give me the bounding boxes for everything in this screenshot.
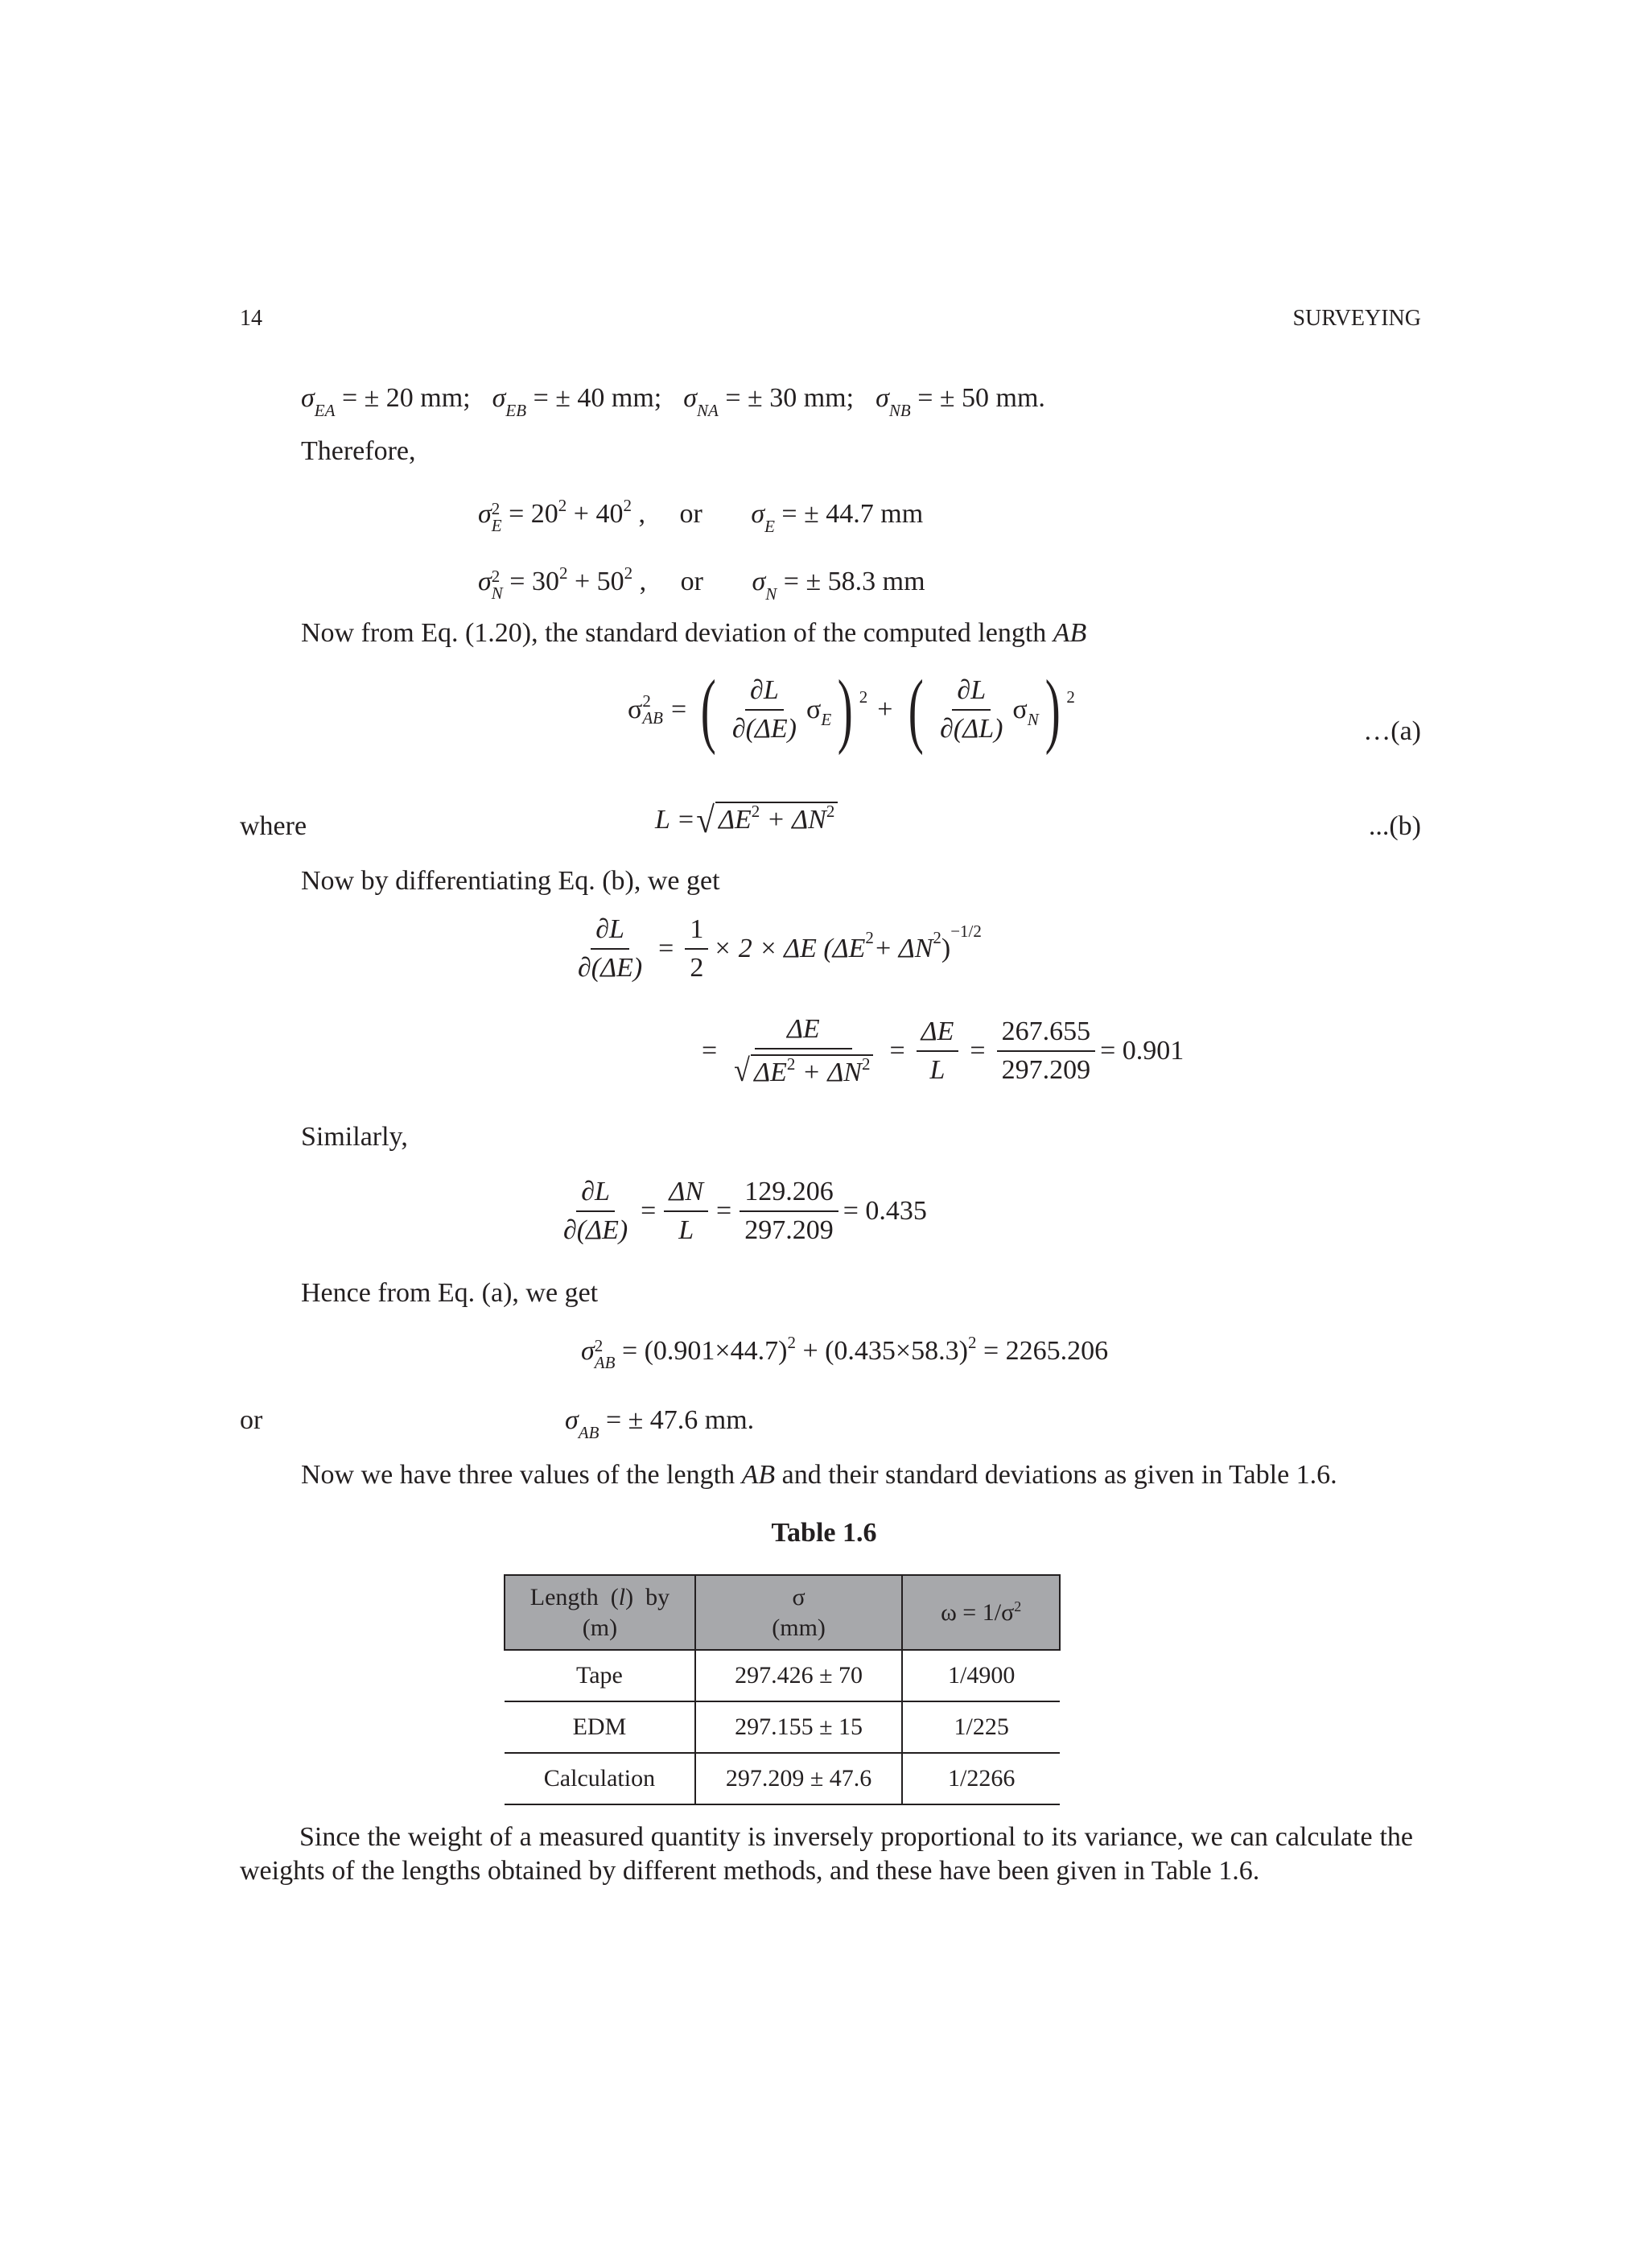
table-cell: Calculation [505, 1753, 695, 1804]
diff2-den3: 297.209 [1001, 1055, 1091, 1085]
final-sq-plus: + (0.435×58.3) [795, 1335, 968, 1366]
equation-a: σ 2 AB = ( $\frac{\partial L}{\partial(\Delta E)}$ σ E ) 2 + ( $\frac{\partial L}{\partial(\Delta L)}$ σ N ) 2 [628, 663, 1075, 756]
sigma-n-sub: N [491, 583, 503, 603]
table-row [505, 1753, 1060, 1804]
sigma-nb-sub: NB [888, 401, 911, 420]
sigma-e-result: = ± 44.7 mm [774, 498, 924, 529]
diff-half-den: 2 [690, 953, 704, 983]
sigma-n-result-sub: N [765, 583, 777, 604]
three-values-ab: AB [741, 1460, 776, 1490]
hence-text: Hence from Eq. (a), we get [301, 1278, 599, 1308]
table-cell: 297.426 ± 70 [695, 1650, 902, 1701]
final-rhs: = ± 47.6 mm. [599, 1405, 755, 1435]
sim-num1: ∂L [576, 1178, 615, 1212]
sigma-n-rhs: = 30 [502, 566, 559, 596]
differentiation-equation-2: = ΔE √ $\Delta E^2 + \Delta N^2$ = $\frac{\Delta E}{L}$ = $\frac{267.655}{297.209}$ = 0.901 [702, 1014, 1184, 1088]
similarly-label: Similarly, [301, 1122, 408, 1152]
closing-paragraph: Since the weight of a measured quantity is inversely proportional to its variance, we can calculate the weights of the lengths obtained by different methods, and these have been given in Table 1.6. [240, 1822, 1413, 1886]
table-cell: 297.155 ± 15 [695, 1701, 902, 1753]
sigma-e-sub: E [491, 516, 502, 535]
three-values-end: and their standard deviations as given in Table 1.6. [775, 1460, 1337, 1490]
three-values-text [301, 1462, 1337, 1489]
sigma-ea-sub: EA [314, 401, 336, 420]
equation-sigma-e: σ 2 E = $20^2 + 40^2$ , or $\sigma_E$ = ± 44.7 mm [478, 495, 924, 536]
diff2-num3: 267.655 [997, 1018, 1096, 1052]
sigma-nb-value: = ± 50 mm. [910, 383, 1045, 413]
differentiation-equation: $\frac{\partial L}{\partial(\Delta E)}$ = $\frac{1}{2}$ × 2 × ΔE (ΔE 2 + ΔN 2 ) −1/2 [568, 916, 982, 982]
sigma-e-plus: + 40 [566, 498, 624, 529]
sigma-n-comma: , [632, 566, 647, 596]
given-values [301, 383, 1045, 420]
page-number: 14 [240, 306, 262, 331]
sigma-n-result: = ± 58.3 mm [777, 566, 925, 596]
similarly-equation: $\frac{\partial L}{\partial(\Delta E)}$ = $\frac{\Delta N}{L}$ = $\frac{129.206}{297.209}$ = 0.435 [554, 1178, 927, 1244]
eq-b-lhs: L = [655, 805, 695, 835]
now-from-eq-body: Now from Eq. (1.20), the standard deviation of the computed length [301, 618, 1053, 648]
final-sq-rhs: = (0.901×44.7) [615, 1335, 788, 1366]
sim-result: = 0.435 [843, 1196, 927, 1226]
table-row [505, 1701, 1060, 1753]
eq-a-den2: ∂(ΔL) [940, 714, 1003, 744]
eq-a-num1: ∂L [745, 677, 784, 711]
three-values-body: Now we have three values of the length [301, 1460, 742, 1490]
eq-a-lhs-sub: AB [642, 708, 663, 728]
or-label: or [240, 1405, 263, 1435]
sigma-eb: σ [492, 383, 506, 413]
diff2-den1b: + ΔN [795, 1058, 862, 1087]
sigma-e-result-sub: E [764, 516, 775, 536]
eq-a-den1: ∂(ΔE) [731, 714, 797, 744]
eq-a-num2: ∂L [952, 677, 991, 711]
diff2-num1: ΔE [755, 1016, 852, 1049]
sim-num3: 129.206 [740, 1178, 838, 1212]
sim-den1: ∂(ΔE) [563, 1215, 628, 1245]
diff2-den2: L [929, 1055, 946, 1085]
diff-rest2: + ΔN [873, 934, 933, 963]
sigma-ea: σ [301, 383, 315, 413]
sigma-n-plus: + 50 [567, 566, 624, 596]
table-row [505, 1650, 1060, 1701]
diff2-num2: ΔE [917, 1018, 959, 1052]
diff-half-num: 1 [685, 916, 708, 950]
diff-rest: × 2 × ΔE (ΔE [713, 934, 866, 963]
header-omega: $\omega = 1/\sigma^2$ [902, 1575, 1060, 1650]
data-table [504, 1574, 1061, 1805]
table-cell: 1/2266 [902, 1753, 1060, 1804]
eq-a-sig2-sub: N [1027, 709, 1039, 729]
where-label: where [240, 811, 307, 841]
eq-a-label: …(a) [1363, 716, 1421, 746]
equation-b: L = √ $\Delta E^2 + \Delta N^2$ [655, 802, 838, 839]
sigma-nb: σ [876, 383, 889, 413]
table-caption: Table 1.6 [771, 1518, 877, 1548]
diff-exponent: −1/2 [950, 921, 982, 941]
eq-a-sig1-sub: E [821, 709, 832, 729]
sigma-e-or: or [679, 498, 702, 529]
diff-rest3: ) [941, 934, 951, 963]
eq-b-label: ...(b) [1368, 811, 1421, 841]
sigma-n-or: or [680, 566, 703, 596]
differentiating-text: Now by differentiating Eq. (b), we get [301, 866, 720, 896]
now-from-eq-ab: AB [1053, 618, 1087, 648]
final-sub: AB [578, 1423, 599, 1442]
sigma-eb-sub: EB [505, 401, 527, 420]
now-from-eq-text [301, 620, 1086, 647]
diff2-den1a: ΔE [754, 1058, 787, 1087]
final-result-equation: $\sigma_{AB}$ = ± 47.6 mm. [565, 1405, 755, 1442]
running-title: SURVEYING [1292, 306, 1421, 331]
diff2-result: = 0.901 [1100, 1036, 1184, 1066]
eq-b-body2: + ΔN [760, 805, 826, 835]
table-cell: EDM [505, 1701, 695, 1753]
sigma-e-comma: , [631, 498, 645, 529]
diff-num: ∂L [591, 916, 629, 950]
therefore-label: Therefore, [301, 436, 416, 466]
equation-sigma-n: σ 2 N = $30^2 + 50^2$ , or $\sigma_N$ = ± 58.3 mm [478, 563, 925, 604]
sigma-e-rhs: = 20 [501, 498, 558, 529]
table-header-row [505, 1575, 1060, 1650]
sigma-ea-value: = ± 20 mm; [335, 383, 471, 413]
sigma-na-value: = ± 30 mm; [718, 383, 855, 413]
final-squared-equation: σ 2 AB = $(0.901\times 44.7)^2 + (0.435\times 58.3)^2 = 2265.206$ [581, 1332, 1109, 1372]
table-cell: 1/225 [902, 1701, 1060, 1753]
sigma-eb-value: = ± 40 mm; [526, 383, 662, 413]
table-cell: 1/4900 [902, 1650, 1060, 1701]
final-sq-sub: AB [594, 1353, 616, 1372]
table-cell: 297.209 ± 47.6 [695, 1753, 902, 1804]
sim-den3: 297.209 [744, 1215, 834, 1245]
header-sigma: σ (mm) [695, 1575, 902, 1650]
sigma-na-sub: NA [697, 401, 719, 420]
sim-den2: L [678, 1215, 694, 1245]
sigma-na: σ [683, 383, 698, 413]
eq-b-body: ΔE [719, 805, 752, 835]
table-cell: Tape [505, 1650, 695, 1701]
final-sq-result: = 2265.206 [976, 1335, 1109, 1366]
diff-den: ∂(ΔE) [578, 953, 643, 983]
sim-num2: ΔN [664, 1178, 708, 1212]
header-length: Length (l) by (m) [505, 1575, 695, 1650]
